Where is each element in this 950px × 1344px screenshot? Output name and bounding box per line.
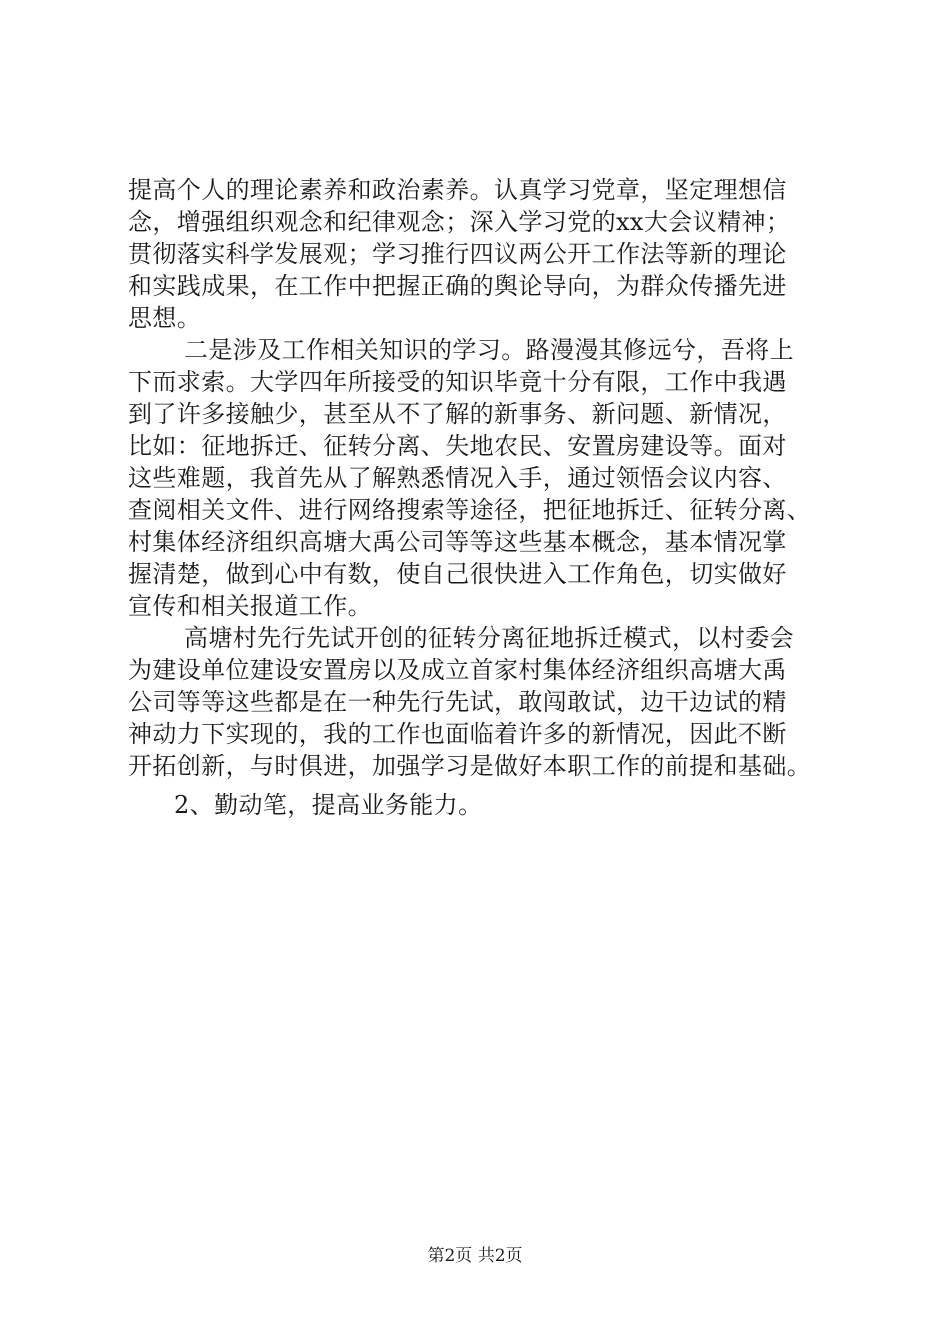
text-line: 开拓创新，与时俱进，加强学习是做好本职工作的前提和基础。: [128, 752, 812, 780]
text-line: 念，增强组织观念和纪律观念；深入学习党的xx大会议精神；: [128, 208, 791, 236]
page-footer: 第2页 共2页: [427, 1246, 523, 1266]
text-line: 公司等等这些都是在一种先行先试，敢闯敢试，边干边试的精: [128, 688, 787, 716]
section-heading: 2、勤动笔，提高业务能力。: [174, 791, 483, 819]
text-line: 高塘村先行先试开创的征转分离征地拆迁模式，以村委会: [184, 624, 794, 652]
text-line: 为建设单位建设安置房以及成立首家村集体经济组织高塘大禹: [128, 656, 787, 684]
text-line: 村集体经济组织高塘大禹公司等等这些基本概念，基本情况掌: [128, 528, 787, 556]
text-line: 贯彻落实科学发展观；学习推行四议两公开工作法等新的理论: [128, 240, 787, 268]
text-line: 二是涉及工作相关知识的学习。路漫漫其修远兮，吾将上: [184, 336, 794, 364]
text-line: 思想。: [128, 304, 202, 332]
text-line: 查阅相关文件、进行网络搜索等途径，把征地拆迁、征转分离、: [128, 496, 812, 524]
text-line: 握清楚，做到心中有数，使自己很快进入工作角色，切实做好: [128, 560, 787, 588]
document-body: [128, 174, 848, 782]
text-line: 下而求索。大学四年所接受的知识毕竟十分有限，工作中我遇: [128, 368, 787, 396]
text-line: 到了许多接触少，甚至从不了解的新事务、新问题、新情况，: [128, 400, 787, 428]
text-line: 提高个人的理论素养和政治素养。认真学习党章，坚定理想信: [128, 176, 787, 204]
text-line: 比如：征地拆迁、征转分离、失地农民、安置房建设等。面对: [128, 432, 787, 460]
text-line: 和实践成果，在工作中把握正确的舆论导向，为群众传播先进: [128, 272, 787, 300]
text-line: 宣传和相关报道工作。: [128, 592, 372, 620]
text-line: 神动力下实现的，我的工作也面临着许多的新情况，因此不断: [128, 720, 787, 748]
text-line: 这些难题，我首先从了解熟悉情况入手，通过领悟会议内容、: [128, 464, 787, 492]
